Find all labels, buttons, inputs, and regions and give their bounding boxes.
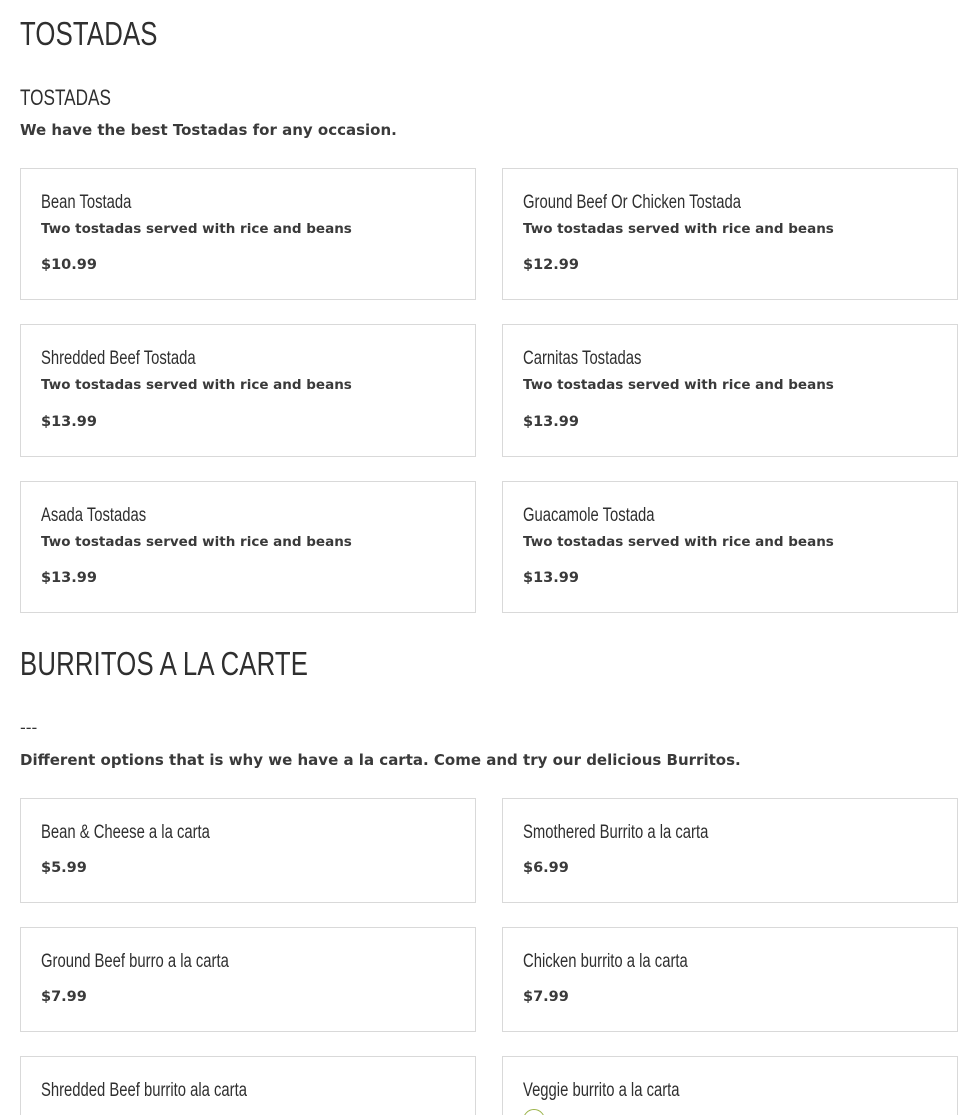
- item-name: Smothered Burrito a la carta: [523, 822, 709, 843]
- item-name: Carnitas Tostadas: [523, 348, 642, 369]
- item-name: Asada Tostadas: [41, 505, 147, 526]
- menu-item-card[interactable]: [502, 927, 958, 1032]
- menu-item-card[interactable]: [502, 168, 958, 300]
- item-description: Two tostadas served with rice and beans: [523, 221, 834, 237]
- item-name: Bean Tostada: [41, 192, 132, 213]
- item-price: $6.99: [523, 860, 569, 876]
- menu-item-card[interactable]: [20, 168, 476, 300]
- menu-item-card[interactable]: [502, 324, 958, 457]
- section-description: Different options that is why we have a la carta. Come and try our delicious Burritos.: [20, 751, 741, 769]
- item-description: Two tostadas served with rice and beans: [523, 377, 834, 393]
- section-description: We have the best Tostadas for any occasion.: [20, 121, 397, 139]
- item-description: Two tostadas served with rice and beans: [41, 534, 352, 550]
- menu-item-card[interactable]: [20, 1056, 476, 1115]
- item-price: $5.99: [41, 860, 87, 876]
- item-name: Ground Beef Or Chicken Tostada: [523, 192, 742, 213]
- section-title-burritos: BURRITOS A LA CARTE: [20, 645, 309, 682]
- item-name: Chicken burrito a la carta: [523, 951, 688, 972]
- item-name: Guacamole Tostada: [523, 505, 655, 526]
- category-title-tostadas: TOSTADAS: [20, 85, 111, 110]
- item-price: $7.99: [523, 989, 569, 1005]
- item-price: $13.99: [523, 414, 579, 430]
- menu-item-card[interactable]: [502, 798, 958, 903]
- item-description: Two tostadas served with rice and beans: [523, 534, 834, 550]
- item-name: Veggie burrito a la carta: [523, 1080, 680, 1101]
- category-title-placeholder: ---: [20, 718, 38, 737]
- item-name: Shredded Beef burrito ala carta: [41, 1080, 247, 1101]
- menu-item-card[interactable]: [502, 1056, 958, 1115]
- item-price: $13.99: [523, 570, 579, 586]
- section-title-tostadas: TOSTADAS: [20, 15, 158, 52]
- vegetarian-icon: [523, 1109, 545, 1115]
- item-price: $13.99: [41, 570, 97, 586]
- menu-item-card[interactable]: [20, 927, 476, 1032]
- menu-item-card[interactable]: [20, 324, 476, 457]
- item-price: $12.99: [523, 257, 579, 273]
- menu-item-card[interactable]: [20, 798, 476, 903]
- item-description: Two tostadas served with rice and beans: [41, 377, 352, 393]
- item-name: Ground Beef burro a la carta: [41, 951, 229, 972]
- item-price: $13.99: [41, 414, 97, 430]
- item-price: $7.99: [41, 989, 87, 1005]
- menu-item-card[interactable]: [20, 481, 476, 613]
- item-name: Shredded Beef Tostada: [41, 348, 196, 369]
- item-name: Bean & Cheese a la carta: [41, 822, 210, 843]
- menu-item-card[interactable]: [502, 481, 958, 613]
- item-price: $10.99: [41, 257, 97, 273]
- item-description: Two tostadas served with rice and beans: [41, 221, 352, 237]
